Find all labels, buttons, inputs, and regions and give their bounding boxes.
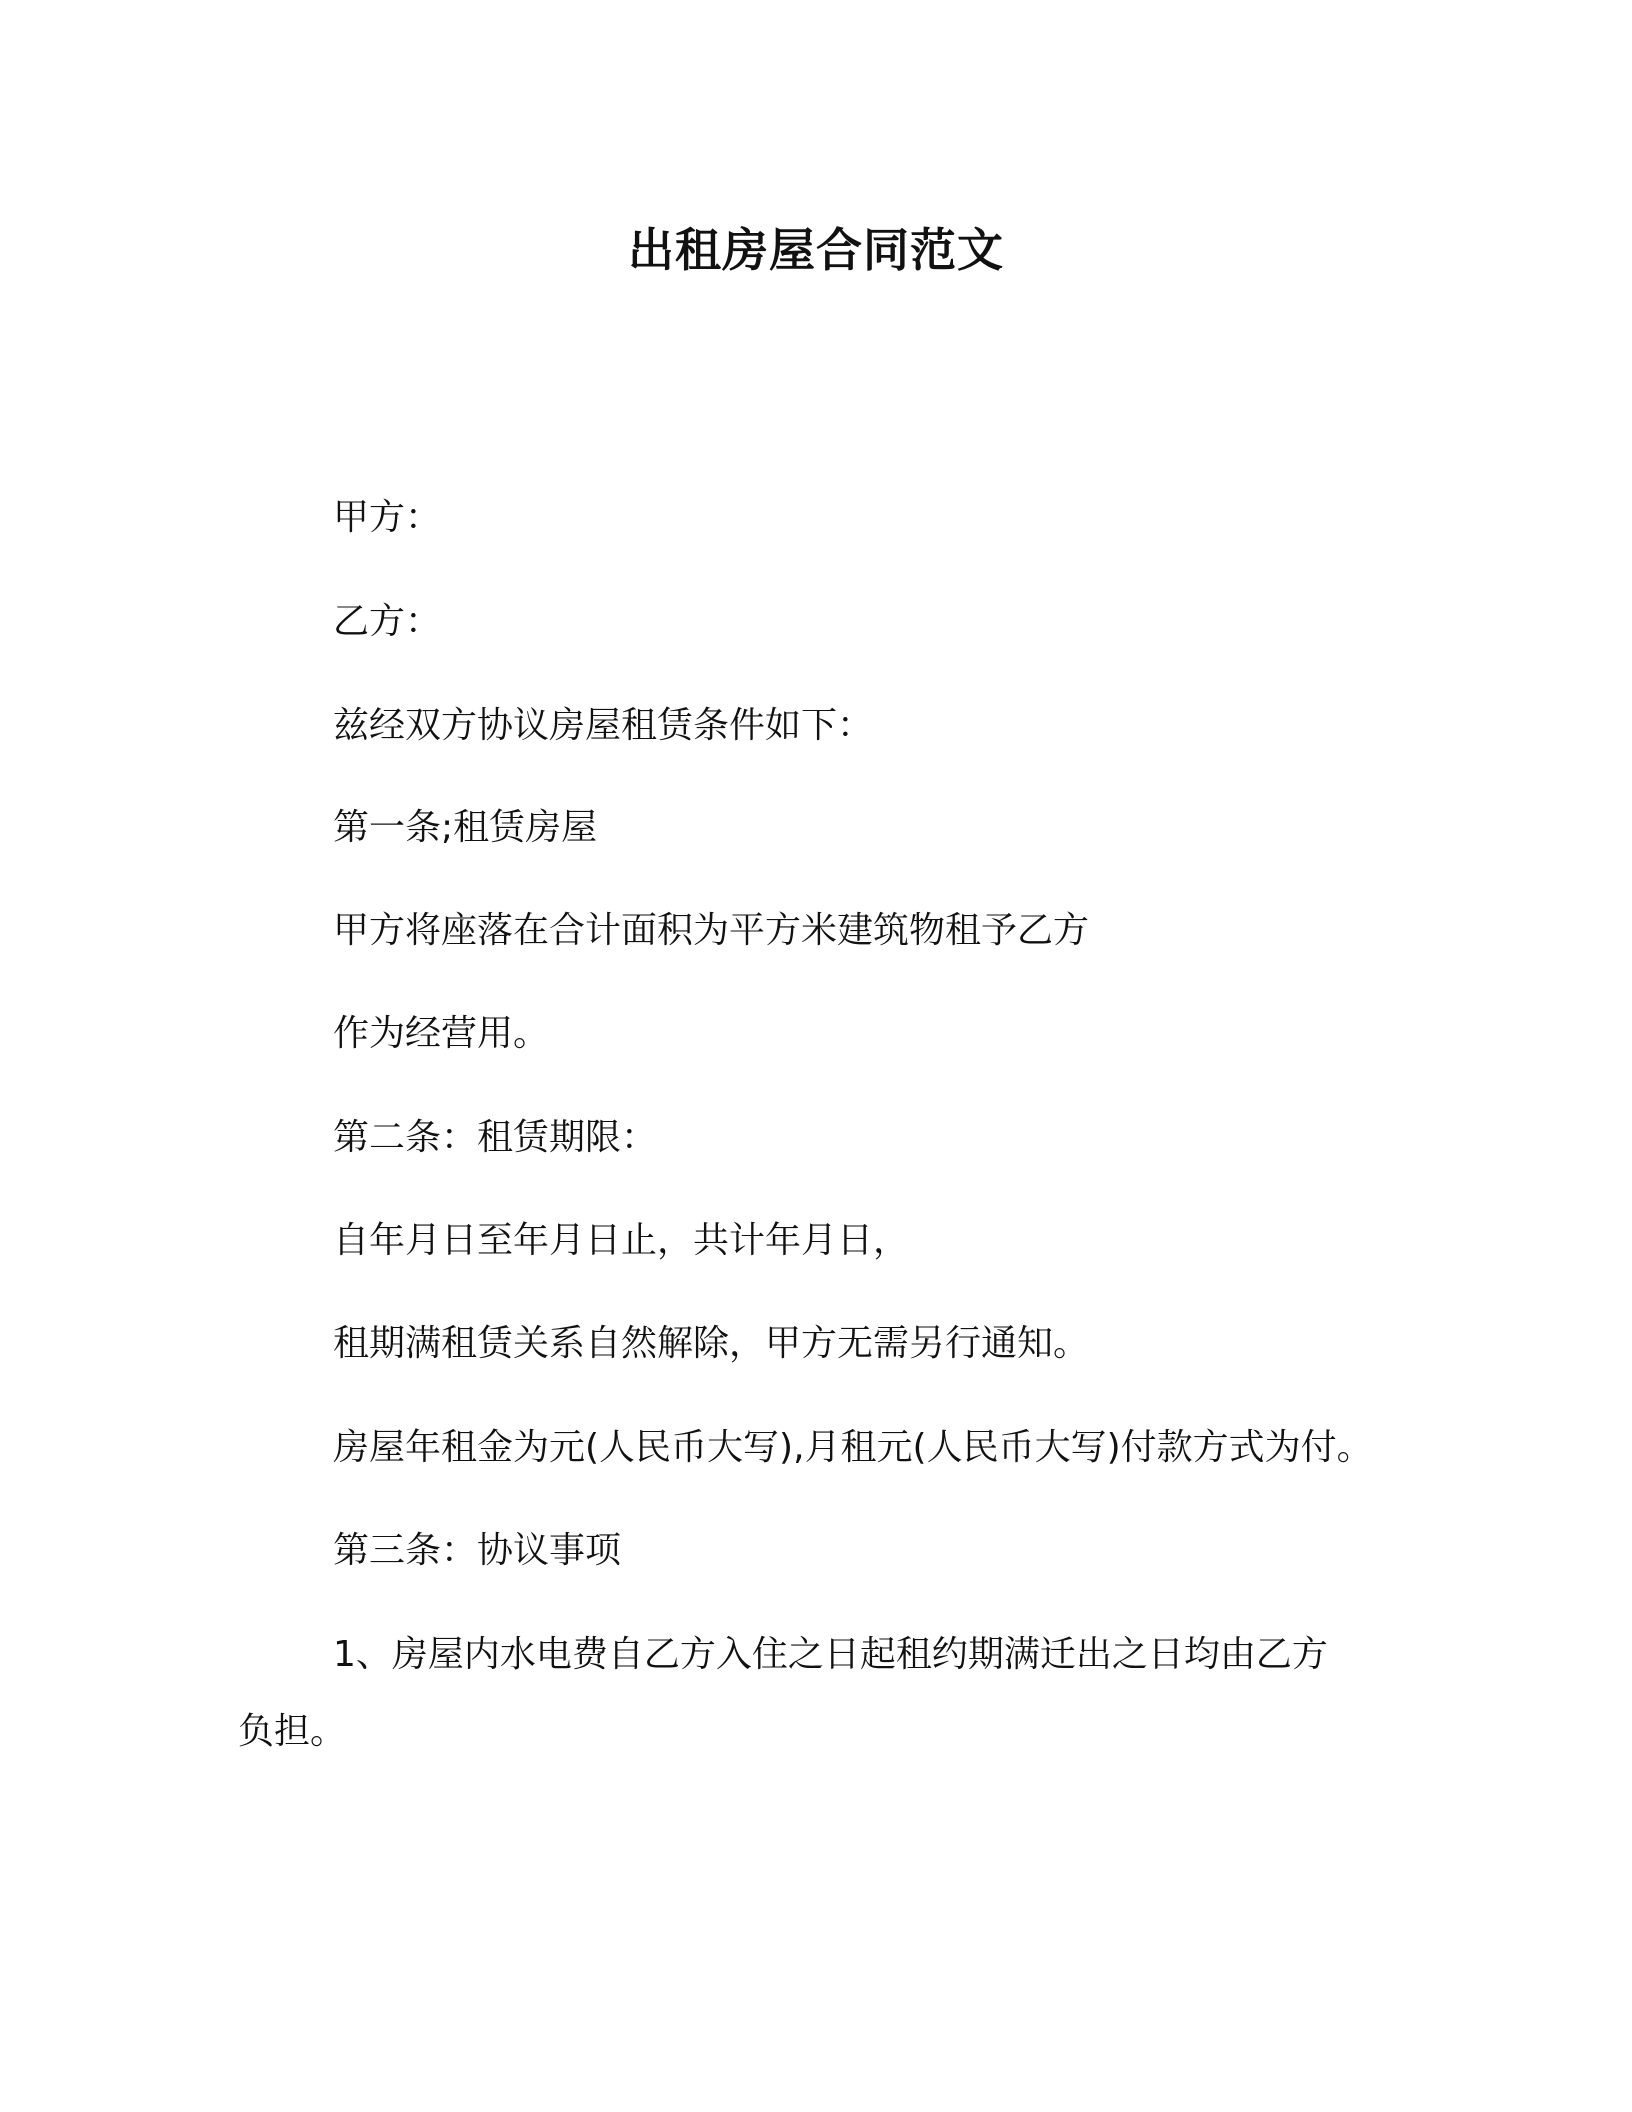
rent-payment-line: 房屋年租金为元(人民币大写),月租元(人民币大写)付款方式为付。 <box>333 1427 1373 1468</box>
article-one-heading: 第一条;租赁房屋 <box>333 807 598 848</box>
party-b-line: 乙方： <box>333 601 442 642</box>
agreement-item-one-continued: 负担。 <box>238 1711 347 1752</box>
article-one-text-continued: 作为经营用。 <box>333 1013 550 1054</box>
lease-expiry-line: 租期满租赁关系自然解除，甲方无需另行通知。 <box>333 1323 1090 1364</box>
agreement-item-one: 1、房屋内水电费自乙方入住之日起租约期满迁出之日均由乙方 <box>333 1634 1328 1675</box>
article-one-text: 甲方将座落在合计面积为平方米建筑物租予乙方 <box>333 910 1090 951</box>
party-a-line: 甲方： <box>333 497 442 538</box>
agreement-intro-line: 兹经双方协议房屋租赁条件如下： <box>333 705 874 746</box>
lease-period-line: 自年月日至年月日止，共计年月日， <box>333 1220 910 1261</box>
article-three-heading: 第三条：协议事项 <box>333 1530 622 1571</box>
article-two-heading: 第二条：租赁期限： <box>333 1117 658 1158</box>
document-title: 出租房屋合同范文 <box>628 223 1004 277</box>
